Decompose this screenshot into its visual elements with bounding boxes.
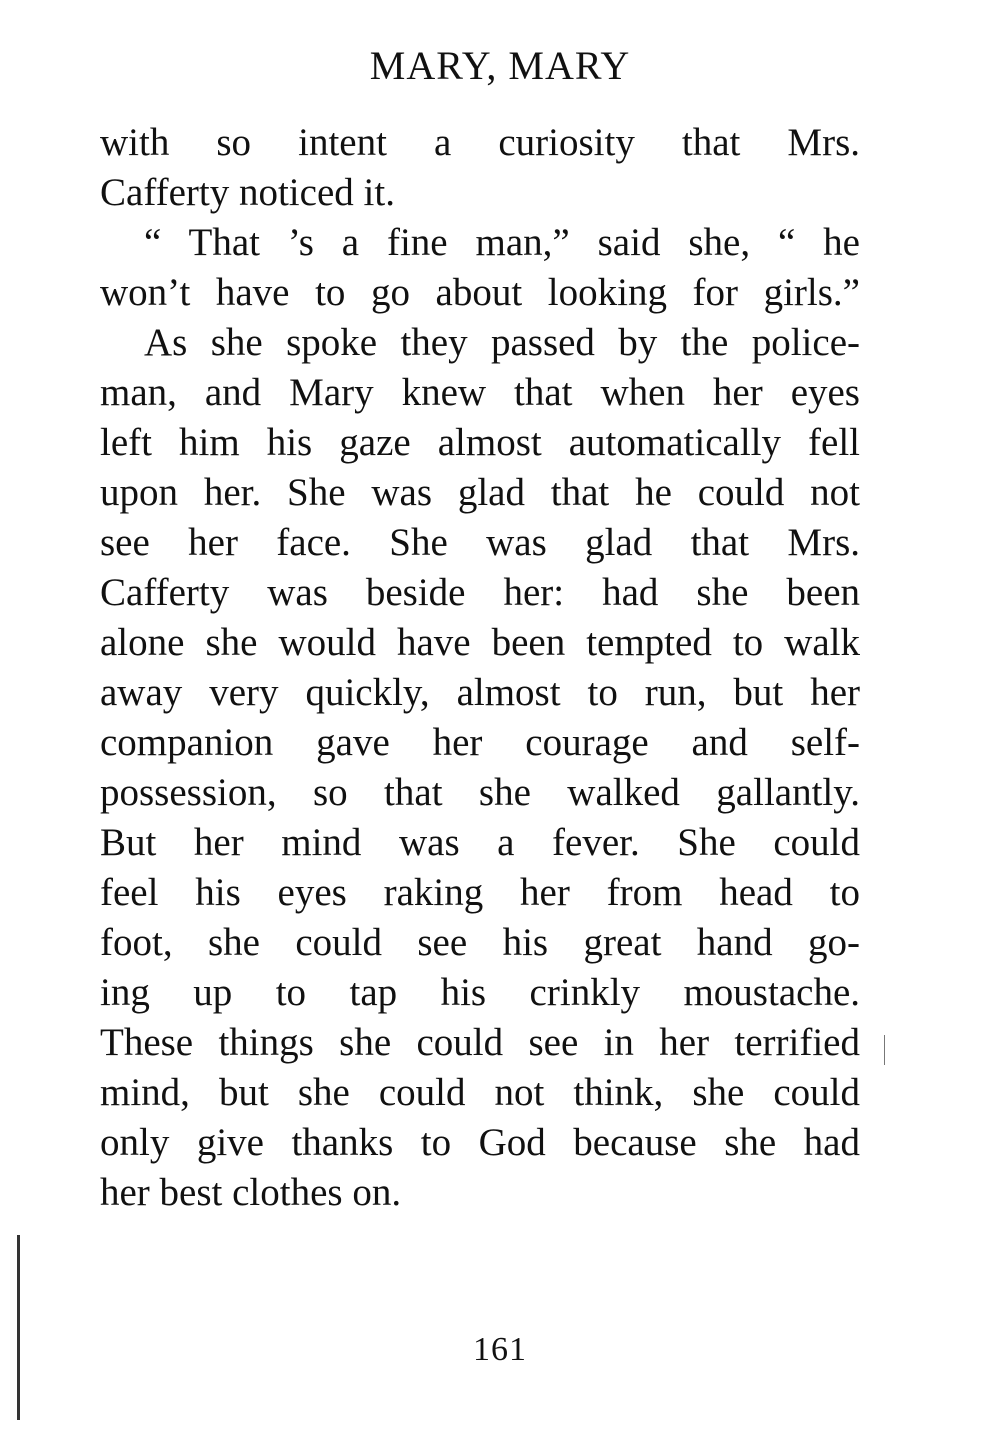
text-line: But her mind was a fever. She could (100, 821, 860, 864)
text-line: with so intent a curiosity that Mrs. (100, 121, 860, 164)
text-line: As she spoke they passed by the police- (144, 321, 860, 364)
text-line: left him his gaze almost automatically fell (100, 421, 860, 464)
text-line: possession, so that she walked gallantly. (100, 771, 860, 814)
text-line: alone she would have been tempted to walk (100, 621, 860, 664)
text-line: feel his eyes raking her from head to (100, 871, 860, 914)
text-line: companion gave her courage and self- (100, 721, 860, 764)
text-line: Cafferty noticed it. (100, 171, 395, 214)
text-line: “ That ’s a fine man,” said she, “ he (144, 221, 860, 264)
scan-edge-mark (17, 1235, 20, 1420)
text-line: foot, she could see his great hand go- (100, 921, 860, 964)
text-line: her best clothes on. (100, 1171, 402, 1214)
text-line: man, and Mary knew that when her eyes (100, 371, 860, 414)
text-line: only give thanks to God because she had (100, 1121, 860, 1164)
text-line: Cafferty was beside her: had she been (100, 571, 860, 614)
text-line: mind, but she could not think, she could (100, 1071, 860, 1114)
scan-speck-mark (884, 1035, 885, 1065)
page-number: 161 (473, 1331, 527, 1368)
text-line: see her face. She was glad that Mrs. (100, 521, 860, 564)
running-head: MARY, MARY (369, 43, 631, 88)
text-line: These things she could see in her terrified (100, 1021, 860, 1064)
text-line: away very quickly, almost to run, but her (100, 671, 860, 714)
body-text (100, 118, 860, 1218)
text-line: ing up to tap his crinkly moustache. (100, 971, 860, 1014)
text-line: won’t have to go about looking for girls.” (100, 271, 860, 314)
text-line: upon her. She was glad that he could not (100, 471, 860, 514)
